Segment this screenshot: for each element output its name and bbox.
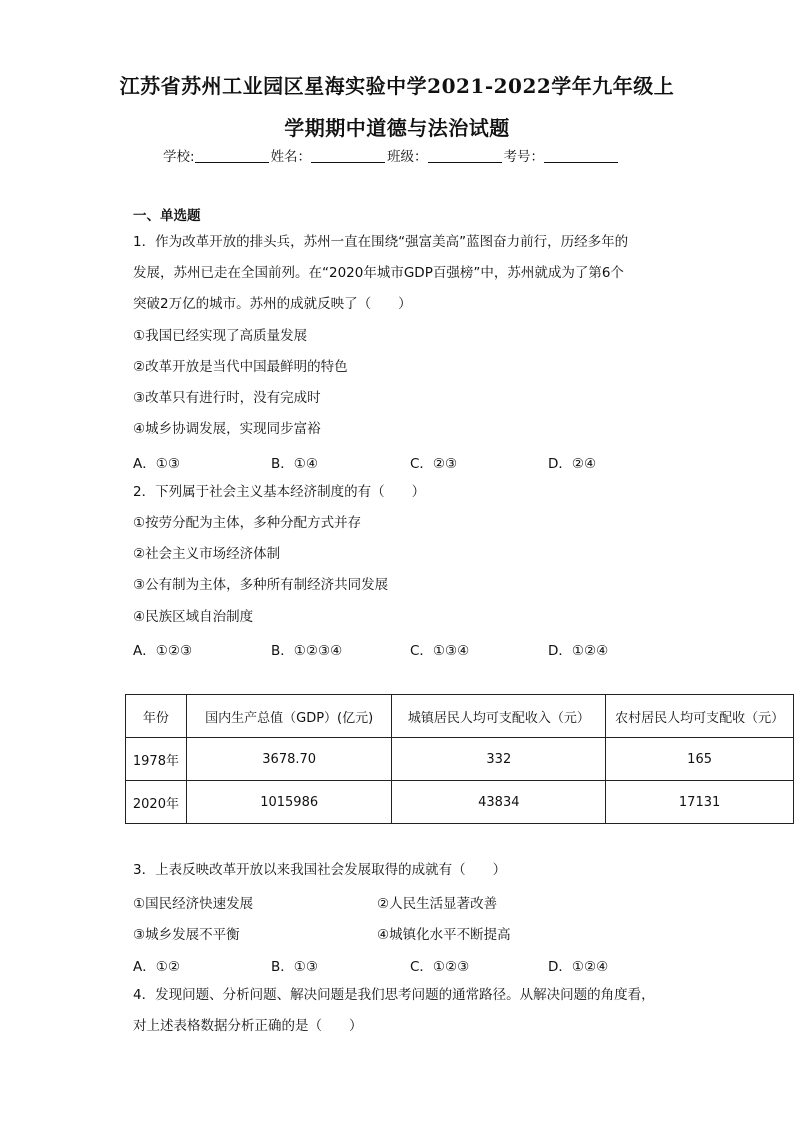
q1-option-b: B．①④ (271, 456, 318, 472)
number-blank (544, 148, 618, 163)
name-label: 姓名： (270, 149, 312, 165)
q3-option-c: C．①②③ (410, 959, 470, 975)
table-header-cell: 城镇居民人均可支配收入（元） (392, 695, 606, 738)
class-blank (428, 148, 502, 163)
q3-stem: 3．上表反映改革开放以来我国社会发展取得的成就有（ ） (133, 862, 507, 878)
student-info-row (163, 145, 620, 165)
table-header-cell: 国内生产总值（GDP）(亿元) (186, 695, 392, 738)
q2-item: ②社会主义市场经济体制 (133, 546, 281, 562)
section-heading: 一、单选题 (133, 208, 201, 224)
q2-options (133, 639, 653, 657)
number-label: 考号： (503, 149, 545, 165)
q2-item: ④民族区域自治制度 (133, 609, 254, 625)
q3-options (133, 955, 653, 973)
table-cell: 2020年 (126, 781, 187, 824)
q1-stem-line3: 突破2万亿的城市。苏州的成就反映了（ ） (133, 296, 412, 312)
q1-stem-line1: 1．作为改革开放的排头兵，苏州一直在围绕“强富美高”蓝图奋力前行，历经多年的 (133, 234, 629, 250)
table-header-row (126, 695, 794, 738)
q4-stem-line2: 对上述表格数据分析正确的是（ ） (133, 1018, 363, 1034)
q2-option-d: D．①②④ (548, 643, 609, 659)
q3-option-d: D．①②④ (548, 959, 609, 975)
q1-option-a: A．①③ (133, 456, 180, 472)
q3-item: ①国民经济快速发展 (133, 896, 254, 912)
q1-option-c: C．②③ (410, 456, 458, 472)
q3-item: ④城镇化水平不断提高 (377, 927, 511, 943)
q2-item: ③公有制为主体，多种所有制经济共同发展 (133, 577, 389, 593)
table-header-cell: 农村居民人均可支配收（元） (606, 695, 794, 738)
table-cell: 3678.70 (186, 738, 392, 781)
q2-item: ①按劳分配为主体，多种分配方式并存 (133, 515, 362, 531)
q2-stem: 2．下列属于社会主义基本经济制度的有（ ） (133, 484, 426, 500)
q1-options (133, 452, 653, 470)
table-cell: 165 (606, 738, 794, 781)
exam-title-line2: 学期期中道德与法治试题 (284, 116, 510, 140)
school-label: 学校: (163, 149, 195, 165)
name-blank (311, 148, 385, 163)
q1-item: ④城乡协调发展，实现同步富裕 (133, 421, 321, 437)
table-cell: 332 (392, 738, 606, 781)
q1-option-d: D．②④ (548, 456, 597, 472)
q2-option-a: A．①②③ (133, 643, 193, 659)
q1-stem-line2: 发展，苏州已走在全国前列。在“2020年城市GDP百强榜”中，苏州就成为了第6个 (133, 265, 624, 281)
q1-item: ①我国已经实现了高质量发展 (133, 328, 308, 344)
table-cell: 43834 (392, 781, 606, 824)
q3-item: ③城乡发展不平衡 (133, 927, 240, 943)
table-row (126, 738, 794, 781)
table-cell: 1015986 (186, 781, 392, 824)
class-label: 班级： (387, 149, 428, 165)
q3-option-b: B．①③ (271, 959, 318, 975)
table-row (126, 781, 794, 824)
q2-option-b: B．①②③④ (271, 643, 343, 659)
table-header-cell: 年份 (126, 695, 187, 738)
statistics-table (125, 694, 794, 824)
exam-title-line1: 江苏省苏州工业园区星海实验中学2021-2022学年九年级上 (119, 74, 675, 98)
q3-item: ②人民生活显著改善 (377, 896, 498, 912)
table-cell: 1978年 (126, 738, 187, 781)
q1-item: ②改革开放是当代中国最鲜明的特色 (133, 359, 348, 375)
q3-option-a: A．①② (133, 959, 180, 975)
q3-items-row2 (133, 923, 653, 941)
q1-item: ③改革只有进行时，没有完成时 (133, 390, 321, 406)
school-blank (195, 148, 269, 163)
table-cell: 17131 (606, 781, 794, 824)
q4-stem-line1: 4．发现问题、分析问题、解决问题是我们思考问题的通常路径。从解决问题的角度看， (133, 987, 655, 1003)
q3-items-row1 (133, 892, 653, 910)
q2-option-c: C．①③④ (410, 643, 470, 659)
